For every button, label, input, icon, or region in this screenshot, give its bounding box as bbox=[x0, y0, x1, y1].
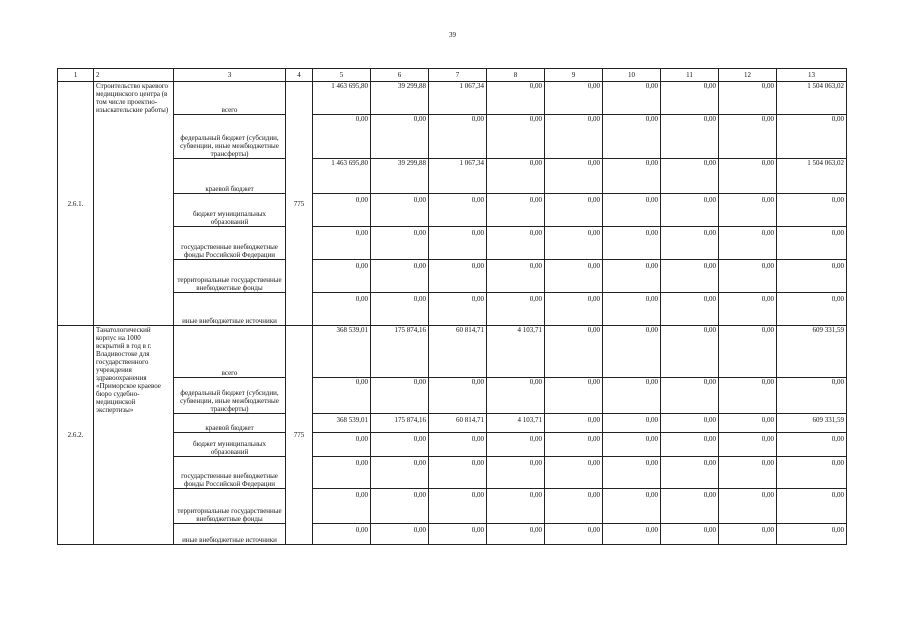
value-cell: 0,00 bbox=[545, 489, 603, 524]
value-cell: 0,00 bbox=[777, 524, 847, 545]
value-cell: 0,00 bbox=[603, 433, 661, 457]
value-cell: 0,00 bbox=[313, 227, 371, 260]
value-cell: 0,00 bbox=[429, 115, 487, 159]
value-cell: 0,00 bbox=[661, 414, 719, 433]
table-row bbox=[58, 227, 847, 260]
value-cell: 0,00 bbox=[603, 457, 661, 489]
value-cell: 0,00 bbox=[313, 260, 371, 293]
funding-source: федеральный бюджет (субсидии, субвенции, иные межбюджетные трансферты) bbox=[174, 378, 286, 414]
value-cell: 368 539,01 bbox=[313, 326, 371, 378]
header-row bbox=[58, 69, 847, 82]
value-cell: 0,00 bbox=[777, 227, 847, 260]
value-cell: 0,00 bbox=[545, 378, 603, 414]
funding-source: иные внебюджетные источники bbox=[174, 524, 286, 545]
header-cell: 2 bbox=[94, 69, 174, 82]
value-cell: 0,00 bbox=[487, 260, 545, 293]
value-cell: 0,00 bbox=[603, 159, 661, 194]
value-cell: 0,00 bbox=[313, 378, 371, 414]
value-cell: 0,00 bbox=[487, 159, 545, 194]
value-cell: 0,00 bbox=[719, 115, 777, 159]
value-cell: 0,00 bbox=[719, 326, 777, 378]
value-cell: 0,00 bbox=[487, 194, 545, 227]
value-cell: 0,00 bbox=[313, 524, 371, 545]
table-row bbox=[58, 414, 847, 433]
value-cell: 0,00 bbox=[661, 293, 719, 326]
funding-source: всего bbox=[174, 326, 286, 378]
value-cell: 0,00 bbox=[487, 457, 545, 489]
value-cell: 0,00 bbox=[545, 457, 603, 489]
value-cell: 60 814,71 bbox=[429, 414, 487, 433]
value-cell: 609 331,59 bbox=[777, 326, 847, 378]
value-cell: 0,00 bbox=[545, 159, 603, 194]
value-cell: 0,00 bbox=[313, 457, 371, 489]
value-cell: 0,00 bbox=[429, 227, 487, 260]
table-row bbox=[58, 159, 847, 194]
value-cell: 609 331,59 bbox=[777, 414, 847, 433]
value-cell: 368 539,01 bbox=[313, 414, 371, 433]
value-cell: 0,00 bbox=[777, 489, 847, 524]
value-cell: 0,00 bbox=[429, 433, 487, 457]
value-cell: 0,00 bbox=[429, 524, 487, 545]
value-cell: 0,00 bbox=[661, 115, 719, 159]
value-cell: 0,00 bbox=[603, 115, 661, 159]
value-cell: 0,00 bbox=[661, 489, 719, 524]
header-cell: 4 bbox=[286, 69, 313, 82]
value-cell: 0,00 bbox=[603, 194, 661, 227]
table-row bbox=[58, 489, 847, 524]
value-cell: 0,00 bbox=[545, 115, 603, 159]
value-cell: 0,00 bbox=[429, 293, 487, 326]
value-cell: 0,00 bbox=[487, 524, 545, 545]
value-cell: 0,00 bbox=[719, 489, 777, 524]
value-cell: 0,00 bbox=[719, 82, 777, 115]
value-cell: 0,00 bbox=[371, 115, 429, 159]
value-cell: 1 463 695,80 bbox=[313, 159, 371, 194]
section-name: Танатологический корпус на 1000 вскрытий в год в г. Владивостоке для государственного учреждения здравоохранения «Приморское краевое бюро судебно-медицинской экспертизы» bbox=[94, 326, 174, 545]
header-cell: 8 bbox=[487, 69, 545, 82]
value-cell: 0,00 bbox=[661, 457, 719, 489]
funding-source: территориальные государственные внебюджетные фонды bbox=[174, 260, 286, 293]
value-cell: 0,00 bbox=[661, 82, 719, 115]
header-cell: 11 bbox=[661, 69, 719, 82]
value-cell: 1 504 063,02 bbox=[777, 159, 847, 194]
value-cell: 0,00 bbox=[777, 115, 847, 159]
value-cell: 0,00 bbox=[719, 227, 777, 260]
section-code: 2.6.1. bbox=[58, 82, 94, 326]
column-4-code: 775 bbox=[286, 82, 313, 326]
header-cell: 3 bbox=[174, 69, 286, 82]
value-cell: 0,00 bbox=[545, 194, 603, 227]
value-cell: 0,00 bbox=[777, 194, 847, 227]
value-cell: 0,00 bbox=[719, 457, 777, 489]
value-cell: 0,00 bbox=[777, 378, 847, 414]
value-cell: 0,00 bbox=[429, 260, 487, 293]
value-cell: 60 814,71 bbox=[429, 326, 487, 378]
value-cell: 0,00 bbox=[603, 524, 661, 545]
funding-source: иные внебюджетные источники bbox=[174, 293, 286, 326]
table-row bbox=[58, 433, 847, 457]
header-cell: 12 bbox=[719, 69, 777, 82]
value-cell: 0,00 bbox=[661, 378, 719, 414]
table-row bbox=[58, 82, 847, 115]
value-cell: 0,00 bbox=[719, 414, 777, 433]
value-cell: 0,00 bbox=[371, 524, 429, 545]
value-cell: 0,00 bbox=[719, 378, 777, 414]
table-row bbox=[58, 524, 847, 545]
value-cell: 0,00 bbox=[661, 159, 719, 194]
funding-source: краевой бюджет bbox=[174, 414, 286, 433]
funding-source: государственные внебюджетные фонды Российской Федерации bbox=[174, 227, 286, 260]
value-cell: 0,00 bbox=[661, 227, 719, 260]
table-row bbox=[58, 326, 847, 378]
value-cell: 0,00 bbox=[313, 433, 371, 457]
value-cell: 0,00 bbox=[603, 414, 661, 433]
value-cell: 4 103,71 bbox=[487, 414, 545, 433]
value-cell: 0,00 bbox=[487, 433, 545, 457]
column-4-code: 775 bbox=[286, 326, 313, 545]
value-cell: 0,00 bbox=[545, 326, 603, 378]
table-row bbox=[58, 457, 847, 489]
value-cell: 1 067,34 bbox=[429, 159, 487, 194]
header-cell: 5 bbox=[313, 69, 371, 82]
funding-source: государственные внебюджетные фонды Российской Федерации bbox=[174, 457, 286, 489]
funding-source: бюджет муниципальных образований bbox=[174, 194, 286, 227]
table-row bbox=[58, 115, 847, 159]
value-cell: 0,00 bbox=[545, 433, 603, 457]
value-cell: 39 299,88 bbox=[371, 159, 429, 194]
funding-source: бюджет муниципальных образований bbox=[174, 433, 286, 457]
value-cell: 0,00 bbox=[371, 378, 429, 414]
funding-source: федеральный бюджет (субсидии, субвенции, иные межбюджетные трансферты) bbox=[174, 115, 286, 159]
value-cell: 0,00 bbox=[719, 293, 777, 326]
value-cell: 0,00 bbox=[603, 489, 661, 524]
value-cell: 0,00 bbox=[313, 194, 371, 227]
value-cell: 0,00 bbox=[371, 293, 429, 326]
value-cell: 0,00 bbox=[661, 194, 719, 227]
header-cell: 1 bbox=[58, 69, 94, 82]
value-cell: 0,00 bbox=[777, 433, 847, 457]
value-cell: 0,00 bbox=[777, 293, 847, 326]
value-cell: 0,00 bbox=[603, 293, 661, 326]
value-cell: 0,00 bbox=[487, 293, 545, 326]
value-cell: 0,00 bbox=[371, 260, 429, 293]
funding-source: территориальные государственные внебюджетные фонды bbox=[174, 489, 286, 524]
value-cell: 0,00 bbox=[719, 524, 777, 545]
value-cell: 0,00 bbox=[719, 159, 777, 194]
value-cell: 0,00 bbox=[313, 293, 371, 326]
value-cell: 0,00 bbox=[313, 115, 371, 159]
budget-table bbox=[57, 68, 847, 545]
value-cell: 0,00 bbox=[545, 293, 603, 326]
value-cell: 1 463 695,80 bbox=[313, 82, 371, 115]
value-cell: 0,00 bbox=[661, 433, 719, 457]
value-cell: 0,00 bbox=[545, 414, 603, 433]
value-cell: 0,00 bbox=[545, 260, 603, 293]
table-row bbox=[58, 194, 847, 227]
value-cell: 0,00 bbox=[487, 115, 545, 159]
value-cell: 4 103,71 bbox=[487, 326, 545, 378]
value-cell: 0,00 bbox=[313, 489, 371, 524]
value-cell: 0,00 bbox=[777, 260, 847, 293]
value-cell: 0,00 bbox=[661, 326, 719, 378]
table-row bbox=[58, 378, 847, 414]
value-cell: 0,00 bbox=[371, 194, 429, 227]
table-row bbox=[58, 260, 847, 293]
value-cell: 0,00 bbox=[487, 378, 545, 414]
funding-source: краевой бюджет bbox=[174, 159, 286, 194]
header-cell: 10 bbox=[603, 69, 661, 82]
value-cell: 0,00 bbox=[777, 457, 847, 489]
section-code: 2.6.2. bbox=[58, 326, 94, 545]
value-cell: 0,00 bbox=[371, 227, 429, 260]
value-cell: 39 299,88 bbox=[371, 82, 429, 115]
header-cell: 9 bbox=[545, 69, 603, 82]
value-cell: 0,00 bbox=[487, 227, 545, 260]
value-cell: 0,00 bbox=[603, 326, 661, 378]
header-cell: 6 bbox=[371, 69, 429, 82]
value-cell: 0,00 bbox=[429, 194, 487, 227]
value-cell: 0,00 bbox=[719, 260, 777, 293]
value-cell: 175 874,16 bbox=[371, 326, 429, 378]
page-number: 39 bbox=[449, 31, 456, 39]
value-cell: 0,00 bbox=[429, 489, 487, 524]
value-cell: 0,00 bbox=[487, 82, 545, 115]
value-cell: 0,00 bbox=[429, 457, 487, 489]
header-cell: 7 bbox=[429, 69, 487, 82]
value-cell: 0,00 bbox=[603, 260, 661, 293]
value-cell: 0,00 bbox=[545, 524, 603, 545]
value-cell: 175 874,16 bbox=[371, 414, 429, 433]
value-cell: 0,00 bbox=[545, 227, 603, 260]
value-cell: 0,00 bbox=[371, 489, 429, 524]
section-name: Строительство краевого медицинского центра (в том числе проектно-изыскательские работы) bbox=[94, 82, 174, 326]
value-cell: 0,00 bbox=[429, 378, 487, 414]
value-cell: 0,00 bbox=[487, 489, 545, 524]
value-cell: 0,00 bbox=[371, 433, 429, 457]
value-cell: 0,00 bbox=[545, 82, 603, 115]
value-cell: 0,00 bbox=[603, 227, 661, 260]
table-row bbox=[58, 293, 847, 326]
value-cell: 0,00 bbox=[661, 524, 719, 545]
table-body bbox=[58, 69, 847, 545]
funding-source: всего bbox=[174, 82, 286, 115]
value-cell: 0,00 bbox=[603, 82, 661, 115]
value-cell: 1 067,34 bbox=[429, 82, 487, 115]
value-cell: 0,00 bbox=[371, 457, 429, 489]
header-cell: 13 bbox=[777, 69, 847, 82]
value-cell: 0,00 bbox=[719, 194, 777, 227]
value-cell: 1 504 063,02 bbox=[777, 82, 847, 115]
value-cell: 0,00 bbox=[603, 378, 661, 414]
value-cell: 0,00 bbox=[661, 260, 719, 293]
value-cell: 0,00 bbox=[719, 433, 777, 457]
